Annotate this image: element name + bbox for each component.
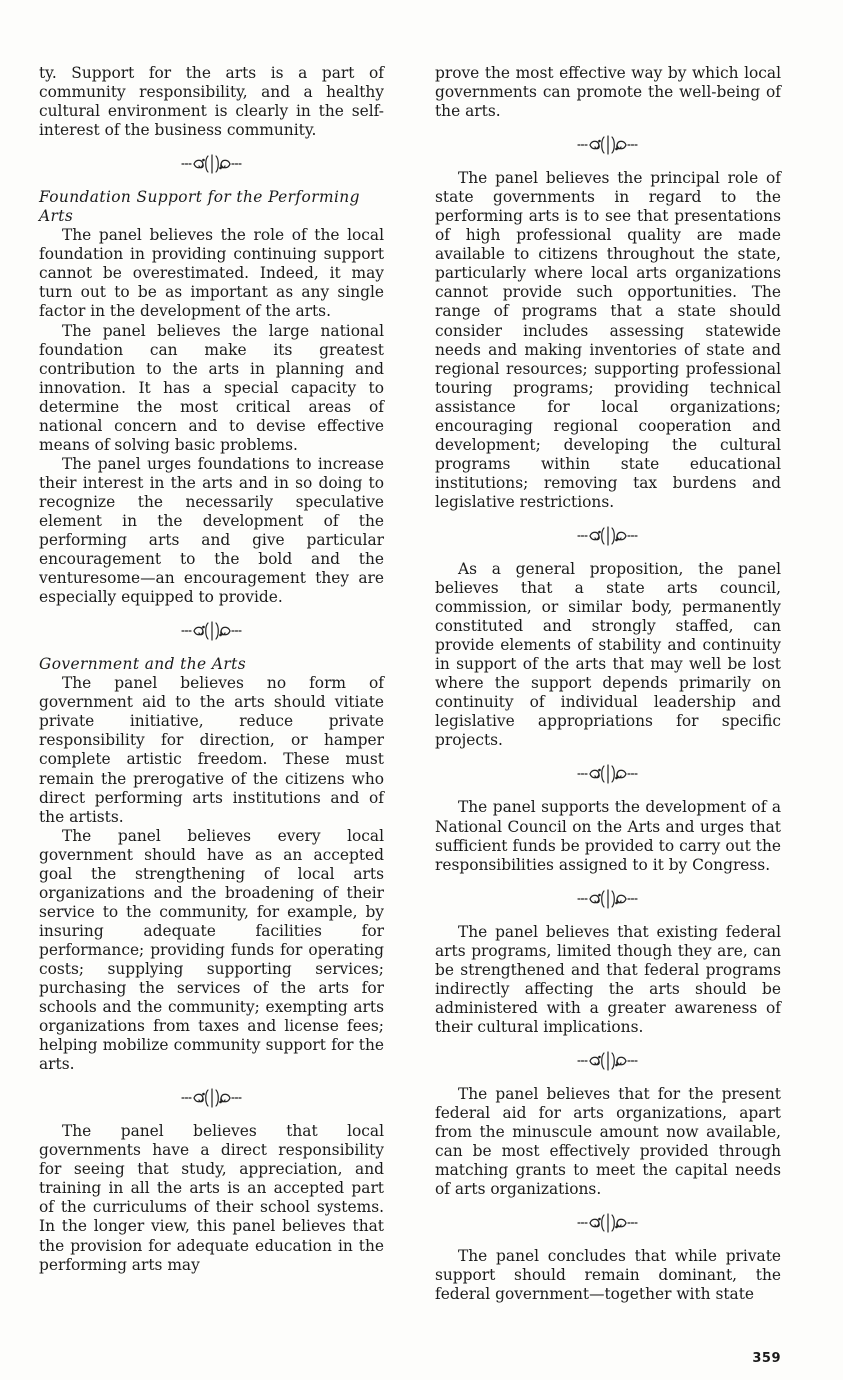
paragraph: The panel believes that for the present federal aid for arts organizations, apart from the minuscule amount now available, can be most effectively provided through matching grants to meet the capital needs of arts organizations. — [435, 1084, 781, 1199]
paragraph-continued: ty. Support for the arts is a part of community responsibility, and a healthy cultural environment is clearly in the self-interest of the business community. — [39, 64, 384, 140]
paragraph: The panel believes that local governments have a direct responsibility for seeing that study, appreciation, and training in all the arts is an accepted part of the curriculums of their school systems. In the longer view, this panel believes that the provision for adequate education in the performing arts may — [39, 1122, 384, 1274]
paragraph: The panel believes that existing federal arts programs, limited though they are, can be strengthened and that federal programs indirectly affecting the arts should be administered with a greater awareness of their cultural implications. — [435, 922, 781, 1036]
ornament-divider — [435, 512, 781, 560]
paragraph: As a general proposition, the panel believes that a state arts council, commission, or similar body, permanently constituted and strongly staffed, can provide elements of stability and continuity in support of the arts that may well be lost where the support depends primarily on continuity of individual leadership and legislative appropriations for specific projects. — [435, 559, 781, 750]
fleuron-icon — [575, 134, 641, 156]
paragraph: The panel believes every local government should have as an accepted goal the strengthening of local arts organizations and the broadening of their service to the community, for example, by insuring adequate facilities for performance; providing funds for operating costs; supplying supporting services; purchasing the services of the arts for schools and the community; exempting arts organizations from taxes and license fees; helping mobilize community support for the arts. — [39, 826, 384, 1074]
paragraph: The panel believes no form of government aid to the arts should vitiate private initiative, reduce private responsibility for direction, or hamper complete artistic freedom. These must remain the prerogative of the citizens who direct performing arts institutions and of the artists. — [39, 674, 384, 826]
paragraph: The panel concludes that while private support should remain dominant, the federal government—together with state — [435, 1247, 781, 1304]
section-heading-foundation: Foundation Support for the Performing Arts — [39, 188, 360, 226]
fleuron-icon — [575, 763, 641, 785]
ornament-divider — [435, 1037, 781, 1085]
page-number: 359 — [752, 1351, 781, 1366]
ornament-divider — [435, 121, 781, 169]
paragraph: The panel believes the role of the local foundation in providing continuing support cannot be overestimated. Indeed, it may turn out to be as important as any single factor in the development of the arts. — [39, 226, 384, 321]
fleuron-icon — [179, 620, 245, 642]
ornament-divider — [39, 140, 384, 188]
paragraph: The panel supports the development of a National Council on the Arts and urges that sufficient funds be provided to carry out the responsibilities assigned to it by Congress. — [435, 798, 781, 874]
ornament-divider — [435, 750, 781, 798]
fleuron-icon — [575, 1050, 641, 1072]
ornament-divider — [435, 1199, 781, 1247]
fleuron-icon — [575, 888, 641, 910]
paragraph-continued: prove the most effective way by which local governments can promote the well-being of the arts. — [435, 64, 781, 121]
fleuron-icon — [179, 153, 245, 175]
left-column — [39, 64, 384, 1275]
section-heading-government: Government and the Arts — [39, 655, 247, 674]
ornament-divider — [39, 1074, 384, 1122]
paragraph: The panel urges foundations to increase their interest in the arts and in so doing to recognize the necessarily speculative element in the development of the performing arts and give particular encouragement to the bold and the venturesome—an encouragement they are especially equipped to provide. — [39, 454, 384, 607]
ornament-divider — [39, 607, 384, 655]
right-column — [435, 64, 781, 1304]
paragraph: The panel believes the principal role of state governments in regard to the performing arts is to see that presentations of high professional quality are made available to citizens throughout the state, particularly where local arts organizations cannot provide such opportunities. The range of programs that a state should consider includes assessing statewide needs and making inventories of state and regional resources; supporting professional touring programs; providing technical assistance for local organizations; encouraging regional cooperation and development; developing the cultural programs within state educational institutions; removing tax burdens and legislative restrictions. — [435, 169, 781, 511]
ornament-divider — [435, 875, 781, 923]
fleuron-icon — [575, 525, 641, 547]
fleuron-icon — [575, 1212, 641, 1234]
fleuron-icon — [179, 1087, 245, 1109]
paragraph: The panel believes the large national foundation can make its greatest contribution to the arts in planning and innovation. It has a special capacity to determine the most critical areas of national concern and to devise effective means of solving basic problems. — [39, 321, 384, 454]
